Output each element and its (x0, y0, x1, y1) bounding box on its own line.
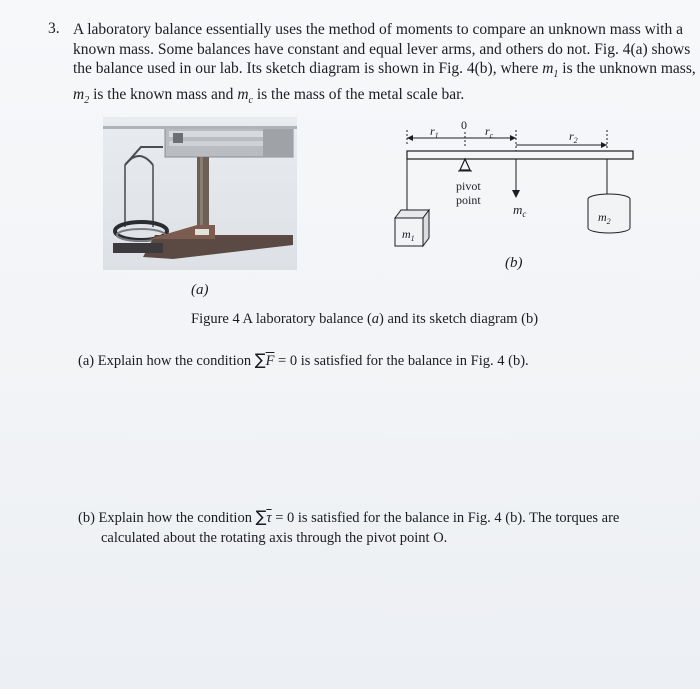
part-b-line-1: (b) Explain how the condition $\sum\overline{\tau} = 0$ is satisfied for the balance in Fig. 4 (b). The torques are (78, 507, 620, 526)
part-b-question (78, 507, 619, 548)
question-line-3: the balance used in our lab. Its sketch diagram is shown in Fig. 4(b), where $m_1$ is the unknown mass, (73, 60, 696, 81)
question-line-4: $m_2$ is the known mass and $m_c$ is the mass of the metal scale bar. (73, 85, 465, 106)
label-m2: $m_2$ (598, 210, 611, 226)
r1-arrowhead (407, 135, 413, 141)
pivot-label-2: point (456, 193, 481, 207)
balance-photo-drawing (103, 117, 297, 270)
figure-caption: Figure 4 A laboratory balance (a) and its sketch diagram (b) (191, 311, 539, 327)
balance-sketch (385, 118, 655, 266)
label-rc: $r_c$ (485, 124, 494, 140)
symbol-m2: $m_2$ (73, 85, 90, 106)
label-m1: $m_1$ (402, 227, 415, 243)
balance-photo (103, 117, 297, 270)
question-number: 3. (48, 20, 60, 37)
m2-body (588, 199, 630, 233)
figure-label-a: (a) (191, 282, 209, 298)
sigma-symbol: ∑ (254, 350, 266, 369)
symbol-mc: $m_c$ (237, 85, 253, 106)
question-line-1: A laboratory balance essentially uses the method of moments to compare an unknown mass with a (73, 21, 683, 38)
part-b-line-2: calculated about the rotating axis through the pivot point O. (101, 530, 448, 546)
torque-vector: $\overline{\tau}$ (266, 510, 272, 526)
r2-arrowhead (601, 142, 607, 148)
label-r1: $r_1$ (430, 124, 439, 140)
pivot-label-1: pivot (456, 179, 481, 193)
pivot-triangle (460, 159, 470, 170)
label-r2: $r_2$ (569, 129, 578, 145)
mc-arrowhead (512, 190, 520, 198)
scale-bar (407, 151, 633, 159)
symbol-m1: $m_1$ (542, 60, 559, 81)
part-a-question: (a) Explain how the condition $\sum\overline{F} = 0$ is satisfied for the balance in Fig. 4 (b). (78, 350, 529, 369)
label-zero: 0 (461, 118, 467, 132)
label-mc: $m_c$ (513, 202, 527, 219)
figure-label-b: (b) (505, 255, 523, 271)
rc-arrowhead (510, 135, 516, 141)
question-line-2: known mass. Some balances have constant and equal lever arms, and others do not. Fig. 4(a) shows (73, 40, 691, 58)
force-vector: $\overline{F}$ (265, 353, 275, 369)
question-text (73, 20, 696, 110)
sigma-symbol-b: ∑ (255, 507, 267, 526)
